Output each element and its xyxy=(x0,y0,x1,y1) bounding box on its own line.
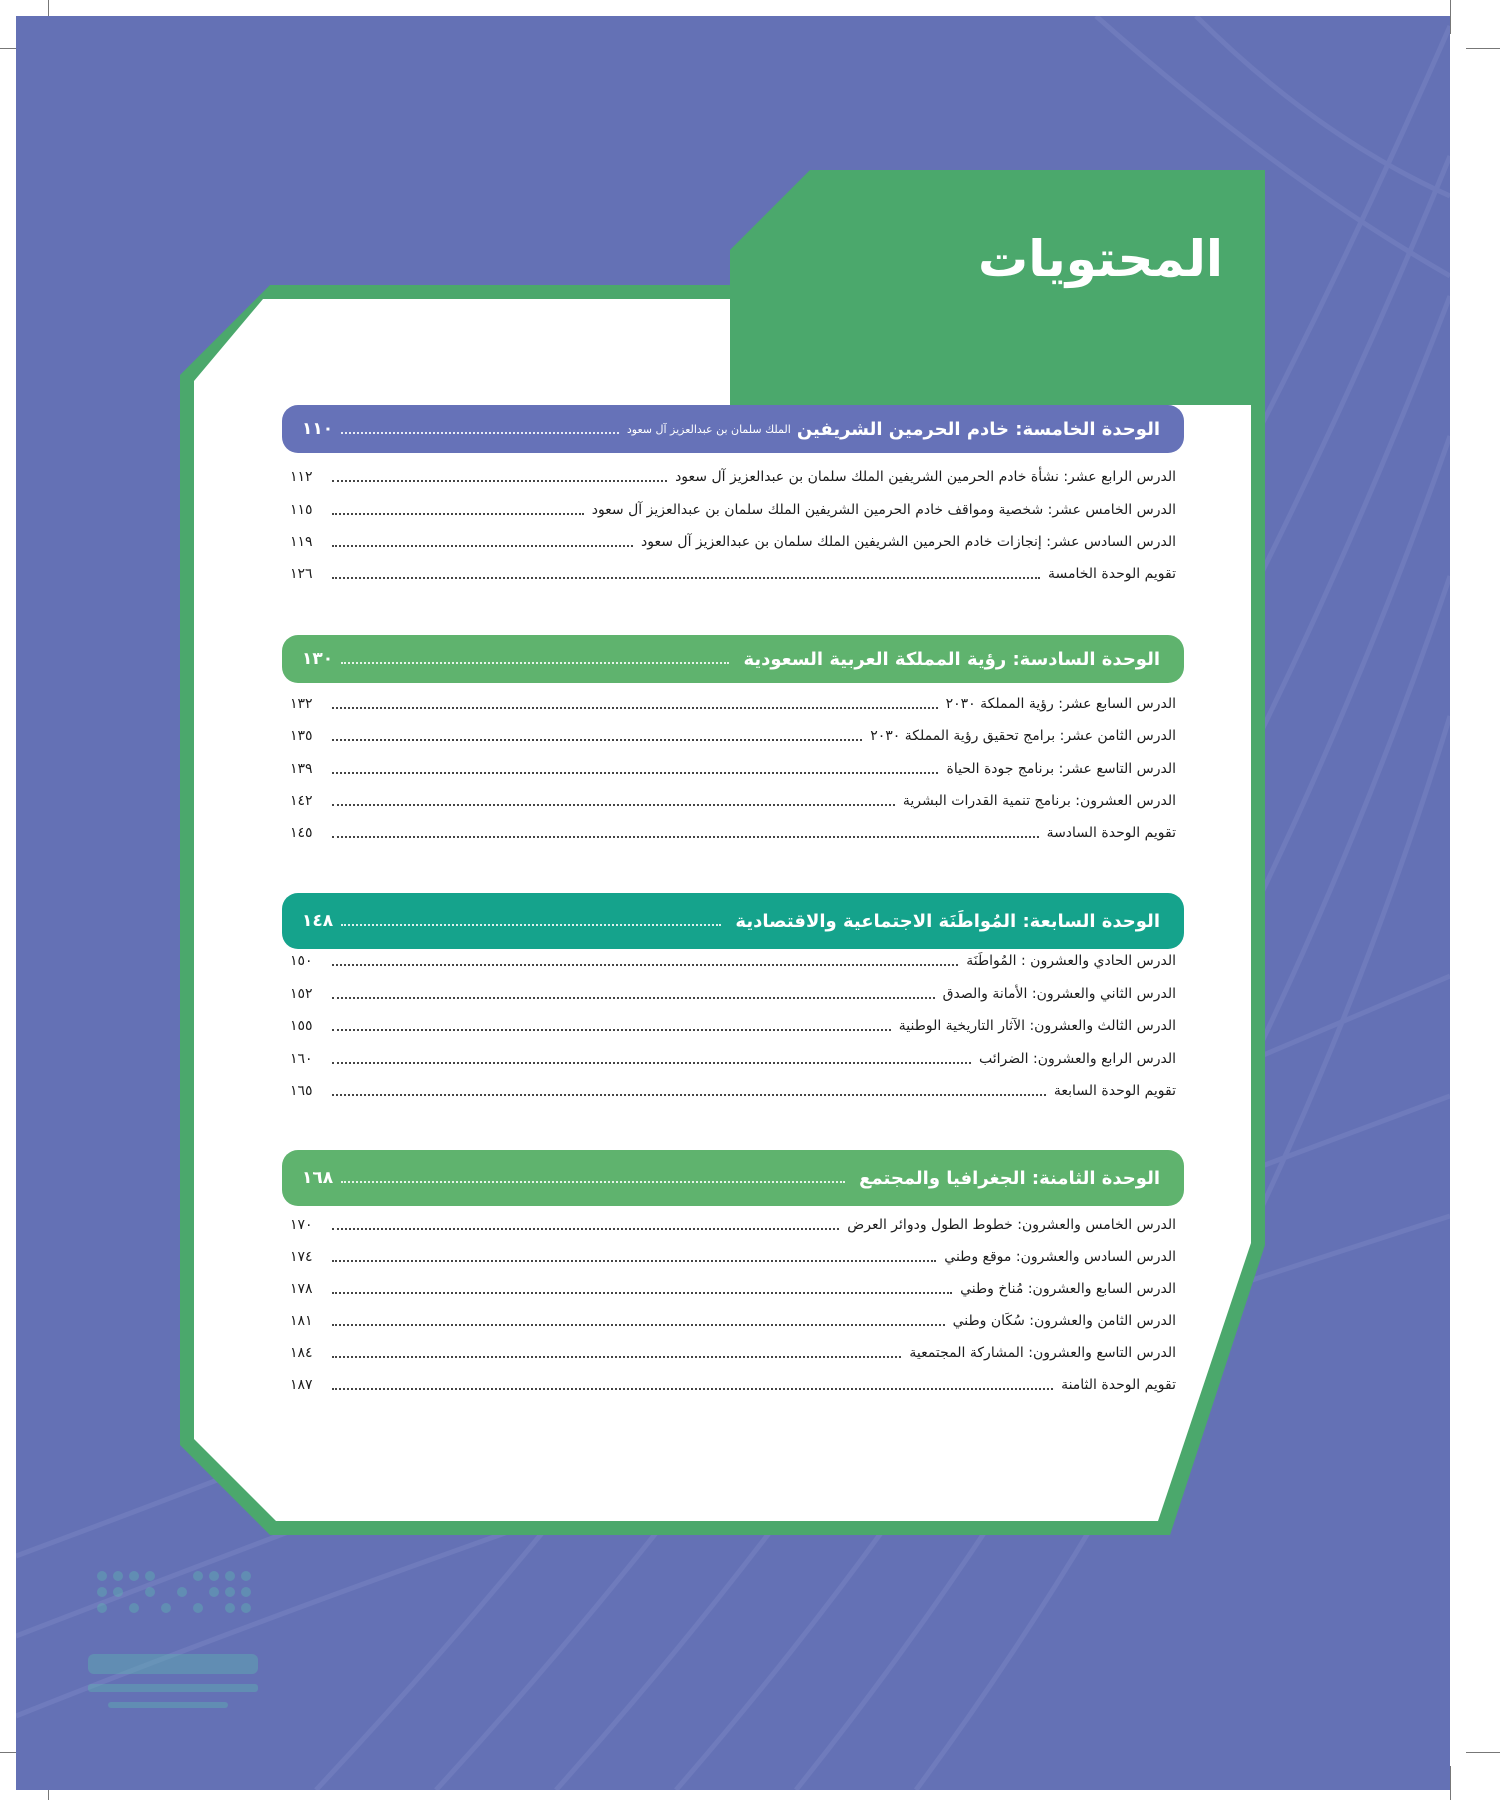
lesson-title: الدرس التاسع عشر: برنامج جودة الحياة xyxy=(946,761,1176,777)
lesson-row[interactable] xyxy=(290,529,1176,555)
lesson-row[interactable] xyxy=(290,1244,1176,1270)
unit-header[interactable] xyxy=(282,405,1184,453)
crop-mark xyxy=(1466,48,1500,49)
unit-title: الوحدة السادسة: رؤية المملكة العربية السعودية xyxy=(743,648,1160,670)
dot-leader xyxy=(332,836,1039,838)
dot-leader xyxy=(332,1388,1053,1390)
lesson-page-number: ١٨٧ xyxy=(290,1377,313,1393)
lesson-row[interactable] xyxy=(290,464,1176,490)
lesson-title: الدرس العشرون: برنامج تنمية القدرات البشرية xyxy=(902,793,1176,809)
lesson-page-number: ١٧٤ xyxy=(290,1249,313,1265)
lesson-row[interactable] xyxy=(290,1078,1176,1104)
lesson-page-number: ١٥٢ xyxy=(290,986,313,1002)
lesson-row[interactable] xyxy=(290,756,1176,782)
lesson-row[interactable] xyxy=(290,1046,1176,1072)
lesson-page-number: ١٤٢ xyxy=(290,793,313,809)
lesson-row[interactable] xyxy=(290,788,1176,814)
dot-leader xyxy=(332,1356,901,1358)
lesson-row[interactable] xyxy=(290,561,1176,587)
crop-mark xyxy=(1466,1752,1500,1753)
lesson-page-number: ١٢٦ xyxy=(290,566,313,582)
lesson-row[interactable] xyxy=(290,981,1176,1007)
lesson-title: الدرس الثاني والعشرون: الأمانة والصدق xyxy=(942,986,1176,1002)
lesson-row[interactable] xyxy=(290,948,1176,974)
lesson-row[interactable] xyxy=(290,691,1176,717)
lesson-title: تقويم الوحدة السابعة xyxy=(1053,1083,1176,1099)
unit-header[interactable] xyxy=(282,635,1184,683)
unit-header[interactable] xyxy=(282,893,1184,949)
lesson-title: الدرس التاسع والعشرون: المشاركة المجتمعية xyxy=(909,1345,1176,1361)
dot-leader xyxy=(332,545,633,547)
lesson-row[interactable] xyxy=(290,1308,1176,1334)
dot-leader xyxy=(332,1228,839,1230)
lesson-row[interactable] xyxy=(290,497,1176,523)
lesson-page-number: ١١٢ xyxy=(290,469,313,485)
lesson-title: الدرس الخامس عشر: شخصية ومواقف خادم الحرمين الشريفين الملك سلمان بن عبدالعزيز آل سعود xyxy=(591,502,1176,518)
ministry-logo-watermark xyxy=(88,1562,268,1732)
lesson-row[interactable] xyxy=(290,820,1176,846)
lesson-title: الدرس السابع عشر: رؤية المملكة ٢٠٣٠ xyxy=(945,696,1176,712)
lesson-title: الدرس الرابع والعشرون: الضرائب xyxy=(978,1051,1176,1067)
lesson-title: الدرس الثامن عشر: برامج تحقيق رؤية المملكة ٢٠٣٠ xyxy=(870,728,1176,744)
page-title: المحتويات xyxy=(977,230,1223,288)
lesson-page-number: ١٦٥ xyxy=(290,1083,313,1099)
lesson-page-number: ١٣٢ xyxy=(290,696,313,712)
lesson-page-number: ١١٩ xyxy=(290,534,313,550)
dot-leader xyxy=(332,739,862,741)
dot-leader xyxy=(341,1181,845,1183)
lesson-page-number: ١٦٠ xyxy=(290,1051,313,1067)
lesson-row[interactable] xyxy=(290,1340,1176,1366)
dot-leader xyxy=(332,1292,952,1294)
dot-leader xyxy=(332,480,667,482)
dot-leader xyxy=(332,772,938,774)
lesson-title: الدرس الحادي والعشرون : المُواطَنَة xyxy=(966,953,1176,969)
lesson-title: الدرس السادس والعشرون: موقع وطني xyxy=(944,1249,1176,1265)
dot-leader xyxy=(332,1260,936,1262)
lesson-row[interactable] xyxy=(290,1212,1176,1238)
lesson-row[interactable] xyxy=(290,1013,1176,1039)
lesson-title: الدرس الثامن والعشرون: سُكَان وطني xyxy=(952,1313,1176,1329)
dot-leader xyxy=(332,804,895,806)
lesson-title: تقويم الوحدة السادسة xyxy=(1046,825,1176,841)
unit-page-number: ١١٠ xyxy=(302,419,334,439)
unit-header[interactable] xyxy=(282,1150,1184,1206)
lesson-page-number: ١٥٠ xyxy=(290,953,313,969)
lesson-row[interactable] xyxy=(290,723,1176,749)
unit-subtitle: الملك سلمان بن عبدالعزيز آل سعود xyxy=(626,422,791,436)
dot-leader xyxy=(332,1029,891,1031)
lesson-title: الدرس السادس عشر: إنجازات خادم الحرمين الشريفين الملك سلمان بن عبدالعزيز آل سعود xyxy=(641,534,1176,550)
lesson-page-number: ١٨١ xyxy=(290,1313,313,1329)
lesson-title: الدرس السابع والعشرون: مُناخ وطني xyxy=(960,1281,1176,1297)
lesson-row[interactable] xyxy=(290,1276,1176,1302)
lesson-title: تقويم الوحدة الخامسة xyxy=(1047,566,1176,582)
unit-page-number: ١٣٠ xyxy=(302,649,334,669)
lesson-page-number: ١٤٥ xyxy=(290,825,313,841)
unit-title: الوحدة الخامسة: خادم الحرمين الشريفين xyxy=(796,418,1160,440)
unit-title: الوحدة الثامنة: الجغرافيا والمجتمع xyxy=(859,1167,1160,1189)
dot-leader xyxy=(332,1324,945,1326)
contents-frame xyxy=(180,230,1265,1535)
dot-leader xyxy=(332,1094,1046,1096)
dot-leader xyxy=(332,513,584,515)
lesson-page-number: ١٧٨ xyxy=(290,1281,313,1297)
dot-leader xyxy=(332,577,1040,579)
title-tab xyxy=(730,170,1265,405)
dot-leader xyxy=(341,662,729,664)
dot-leader xyxy=(332,707,938,709)
crop-mark xyxy=(1450,0,1451,34)
lesson-page-number: ١٨٤ xyxy=(290,1345,313,1361)
unit-title: الوحدة السابعة: المُواطَنَة الاجتماعية والاقتصادية xyxy=(735,910,1160,932)
lesson-page-number: ١٥٥ xyxy=(290,1018,313,1034)
lesson-row[interactable] xyxy=(290,1372,1176,1398)
dot-leader xyxy=(341,924,721,926)
crop-mark xyxy=(1450,1766,1451,1800)
unit-page-number: ١٤٨ xyxy=(302,911,334,931)
dot-leader xyxy=(332,1062,971,1064)
lesson-title: الدرس الخامس والعشرون: خطوط الطول ودوائر العرض xyxy=(847,1217,1176,1233)
dot-leader xyxy=(332,997,935,999)
lesson-title: تقويم الوحدة الثامنة xyxy=(1061,1377,1176,1393)
lesson-page-number: ١٧٠ xyxy=(290,1217,313,1233)
unit-page-number: ١٦٨ xyxy=(302,1168,334,1188)
lesson-title: الدرس الثالث والعشرون: الآثار التاريخية الوطنية xyxy=(898,1018,1176,1034)
dot-leader xyxy=(332,964,958,966)
lesson-title: الدرس الرابع عشر: نشأة خادم الحرمين الشريفين الملك سلمان بن عبدالعزيز آل سعود xyxy=(675,469,1176,485)
lesson-page-number: ١٣٩ xyxy=(290,761,313,777)
dot-leader xyxy=(341,432,619,434)
lesson-page-number: ١٣٥ xyxy=(290,728,313,744)
lesson-page-number: ١١٥ xyxy=(290,502,313,518)
